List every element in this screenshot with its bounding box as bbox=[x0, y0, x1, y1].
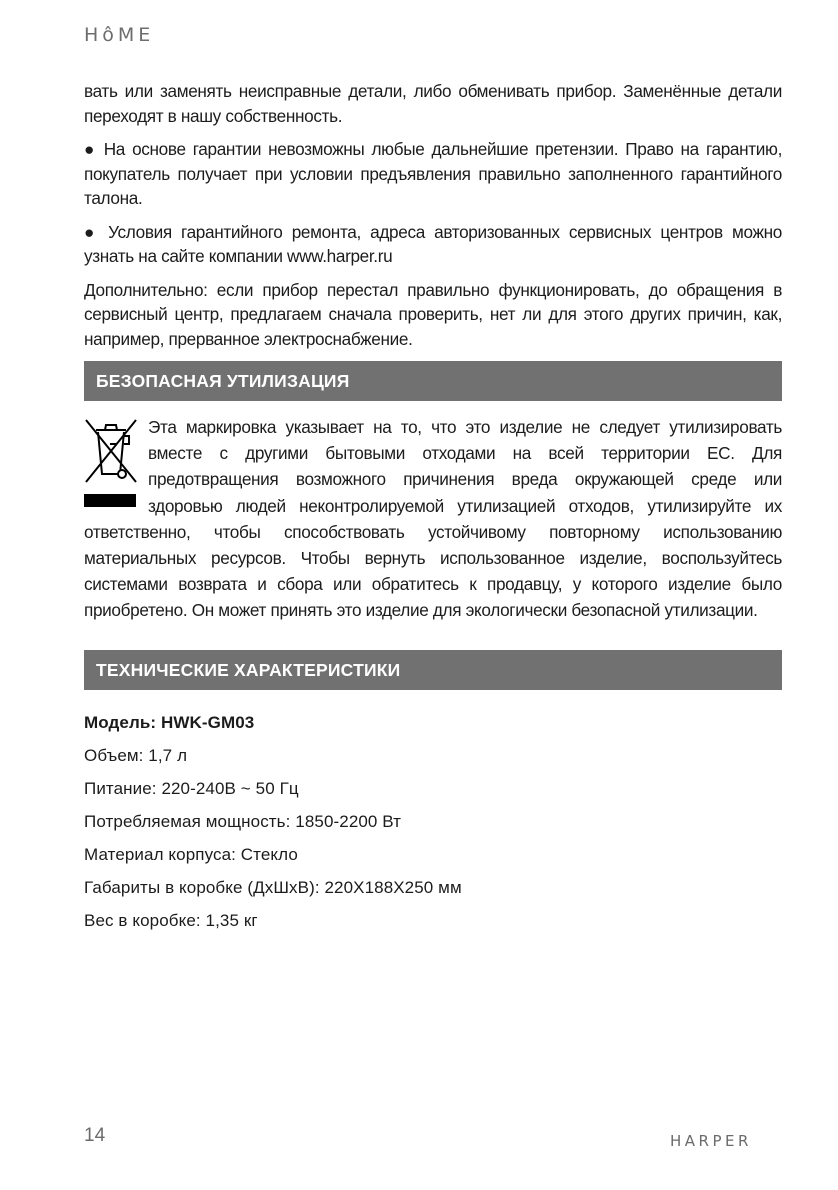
spec-power-supply: Питание: 220-240В ~ 50 Гц bbox=[84, 779, 299, 798]
specs-list bbox=[84, 706, 782, 937]
spec-volume: Объем: 1,7 л bbox=[84, 746, 188, 765]
warranty-bullet: ● Условия гарантийного ремонта, адреса авторизованных сервисных центров можно узнать на сайте компании www.harper.ru bbox=[84, 221, 782, 266]
disposal-text: Эта маркировка указывает на то, что это изделие не следует утилизировать вместе с другими бытовыми отходами на всей территории ЕС. Для предотвращения возможного причинения вреда окружающей среде или здоровью людей неконтролируемой утилизацией отходов, утилизируйте их ответственно, чтобы способствовать устойчивому повторному использованию материальных ресурсов. Чтобы вернуть использованное изделие, воспользуйтесь системами возврата и сбора или обратитесь к продавцу, у которого изделие было приобретено. Он может принять это изделие для экологически безопасной утилизации. bbox=[84, 417, 782, 621]
page-number: 14 bbox=[84, 1125, 106, 1146]
warranty-bullet: ● На основе гарантии невозможны любые дальнейшие претензии. Право на гарантию, покупатель получает при условии предъявления правильно заполненного гарантийного талона. bbox=[84, 139, 782, 208]
spec-dimensions: Габариты в коробке (ДхШхВ): 220X188X250 мм bbox=[84, 878, 462, 897]
spec-power-consumption: Потребляемая мощность: 1850-2200 Вт bbox=[84, 812, 402, 831]
section-header-specs: ТЕХНИЧЕСКИЕ ХАРАКТЕРИСТИКИ bbox=[84, 650, 782, 690]
spec-material: Материал корпуса: Стекло bbox=[84, 845, 298, 864]
weee-crossed-bin-icon bbox=[84, 418, 138, 514]
home-brand-logo: HôME bbox=[84, 24, 155, 46]
disposal-section bbox=[84, 414, 782, 624]
warranty-paragraph: вать или заменять неисправные детали, либо обменивать прибор. Заменённые детали переходят в нашу собственность. bbox=[84, 81, 782, 126]
weee-black-bar bbox=[84, 494, 136, 507]
warranty-note: Дополнительно: если прибор перестал правильно функционировать, до обращения в сервисный центр, предлагаем сначала проверить, нет ли для этого других причин, как, например, прерванное электроснабжение. bbox=[84, 279, 782, 349]
section-header-disposal: БЕЗОПАСНАЯ УТИЛИЗАЦИЯ bbox=[84, 361, 782, 401]
warranty-text-block bbox=[84, 79, 782, 360]
spec-model: Модель: HWK-GM03 bbox=[84, 713, 255, 732]
spec-weight: Вес в коробке: 1,35 кг bbox=[84, 911, 258, 930]
harper-brand-logo: HARPER bbox=[670, 1132, 752, 1150]
